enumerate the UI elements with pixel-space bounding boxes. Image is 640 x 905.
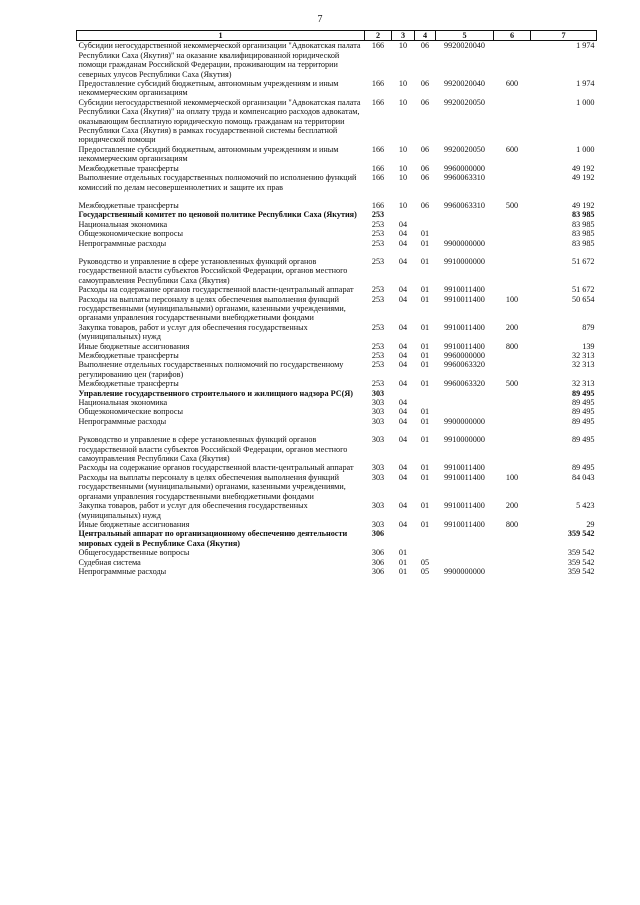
- row-target-article: 9910011400: [444, 285, 485, 295]
- table-row: [77, 351, 597, 360]
- row-admin-code: 306: [371, 529, 385, 539]
- row-subsection: 01: [420, 519, 430, 529]
- row-section: 04: [398, 219, 408, 229]
- row-section: 01: [398, 557, 408, 567]
- row-expense-type: [494, 229, 531, 238]
- row-section: 04: [398, 256, 408, 266]
- row-admin-code: 303: [371, 398, 385, 408]
- row-name: Национальная экономика: [78, 219, 168, 229]
- row-expense-type: 100: [505, 294, 519, 304]
- row-name: Предоставление субсидий бюджетным, автономным учреждениям и иным некоммерческим организациям: [78, 79, 339, 98]
- row-admin-code: 253: [371, 210, 385, 220]
- header-cell-section: 3: [392, 31, 415, 41]
- row-amount: 89 495: [571, 463, 595, 473]
- row-amount: 29: [586, 519, 595, 529]
- row-target-article: 9910000000: [444, 435, 485, 445]
- row-admin-code: 303: [371, 435, 385, 445]
- row-section: 10: [398, 200, 408, 210]
- header-cell-expense-type: 6: [494, 31, 531, 41]
- row-section: 10: [398, 144, 408, 154]
- row-admin-code: 253: [371, 285, 385, 295]
- row-expense-type: 500: [505, 200, 519, 210]
- row-expense-type: [494, 41, 531, 79]
- row-amount: 51 672: [571, 256, 595, 266]
- row-amount: 879: [582, 322, 595, 332]
- row-section: 04: [398, 351, 408, 360]
- table-row: [77, 389, 597, 398]
- row-target-article: 9960000000: [444, 351, 485, 360]
- row-amount: 89 495: [571, 388, 595, 398]
- row-expense-type: 200: [505, 322, 519, 332]
- row-amount: 89 495: [571, 435, 595, 445]
- row-amount: 50 654: [571, 294, 595, 304]
- row-subsection: 01: [420, 256, 430, 266]
- row-name: Расходы на содержание органов государственной власти-центральный аппарат: [78, 285, 354, 295]
- row-admin-code: 253: [371, 256, 385, 266]
- row-amount: 49 192: [571, 163, 595, 173]
- row-name: Выполнение отдельных государственных полномочий по исполнению функций комиссий по делам несовершеннолетних и защите их прав: [78, 173, 357, 192]
- row-expense-type: [494, 529, 531, 548]
- table-row: [77, 210, 597, 219]
- row-expense-type: 600: [505, 79, 519, 89]
- row-section: 04: [398, 501, 408, 511]
- row-subsection: 06: [420, 79, 430, 89]
- row-amount: 359 542: [567, 566, 595, 576]
- row-target-article: [436, 407, 494, 416]
- row-amount: 359 542: [567, 557, 595, 567]
- table-row: [77, 239, 597, 257]
- row-expense-type: [494, 558, 531, 567]
- row-expense-type: [494, 164, 531, 173]
- row-name: Межбюджетные трансферты: [78, 163, 179, 173]
- row-section: 04: [398, 416, 408, 426]
- row-subsection: 01: [420, 435, 430, 445]
- row-section: [392, 389, 415, 398]
- table-row: [77, 417, 597, 435]
- row-name: Непрограммные расходы: [78, 238, 167, 248]
- row-section: 01: [398, 548, 408, 558]
- row-subsection: 06: [420, 163, 430, 173]
- row-section: [392, 529, 415, 548]
- row-expense-type: [494, 351, 531, 360]
- table-row: [77, 463, 597, 472]
- row-name: Субсидии негосударственной некоммерческой организации "Адвокатская палата Республики Саха (Якутия)" на оплату труда и компенсацию расходов адвокатам, оказывающим бесплатную юридическую помощь гражданам на территории Республики Саха (Якутия) в рамках государственной системы бесплатной юридической помощи: [78, 97, 361, 145]
- row-expense-type: 600: [505, 144, 519, 154]
- header-cell-target: 5: [436, 31, 494, 41]
- row-subsection: 01: [420, 238, 430, 248]
- table-row: [77, 79, 597, 98]
- row-expense-type: [494, 173, 531, 201]
- table-row: [77, 41, 597, 79]
- row-name: Закупка товаров, работ и услуг для обеспечения государственных (муниципальных) нужд: [78, 322, 308, 342]
- row-name: Общегосударственные вопросы: [78, 548, 190, 558]
- row-target-article: 9910011400: [444, 322, 485, 332]
- row-section: 04: [398, 238, 408, 248]
- row-expense-type: [494, 463, 531, 472]
- row-name: Межбюджетные трансферты: [78, 351, 179, 360]
- row-subsection: 06: [420, 41, 430, 51]
- table-row: [77, 295, 597, 323]
- row-name: Предоставление субсидий бюджетным, автономным учреждениям и иным некоммерческим организациям: [78, 144, 339, 164]
- row-amount: 89 495: [571, 407, 595, 417]
- row-subsection: [415, 529, 436, 548]
- row-subsection: 01: [420, 294, 430, 304]
- row-target-article: [436, 220, 494, 229]
- row-target-article: 9920020050: [444, 97, 485, 107]
- row-amount: 139: [582, 341, 595, 351]
- table-row: [77, 220, 597, 229]
- row-subsection: [415, 548, 436, 557]
- row-name: Иные бюджетные ассигнования: [78, 519, 190, 529]
- table-row: [77, 407, 597, 416]
- row-name: Выполнение отдельных государственных полномочий по государственному регулированию цен (тарифов): [78, 360, 344, 379]
- row-section: 04: [398, 398, 408, 408]
- table-row: [77, 173, 597, 201]
- row-section: 04: [398, 285, 408, 295]
- row-target-article: 9910011400: [444, 501, 485, 511]
- row-target-article: [436, 558, 494, 567]
- table-row: [77, 520, 597, 529]
- row-admin-code: 303: [371, 463, 385, 473]
- row-expense-type: [494, 98, 531, 145]
- row-target-article: 9960063310: [444, 173, 485, 183]
- row-name: Непрограммные расходы: [78, 566, 167, 576]
- row-amount: 1 974: [576, 79, 595, 89]
- row-section: 10: [398, 97, 408, 107]
- row-name: Общеэкономические вопросы: [78, 229, 184, 239]
- row-subsection: 01: [420, 379, 430, 389]
- row-admin-code: 166: [371, 144, 385, 154]
- row-amount: 32 313: [571, 351, 595, 360]
- row-name: Межбюджетные трансферты: [78, 200, 179, 210]
- row-admin-code: 166: [371, 97, 385, 107]
- row-expense-type: [494, 210, 531, 219]
- row-name: Субсидии негосударственной некоммерческой организации "Адвокатская палата Республики Саха (Якутия)" на оказание квалифицированной юридической помощи гражданам Российской Федерации, проживающим на территории северных улусов Республики Саха (Якутия): [78, 41, 361, 79]
- header-cell-subsection: 4: [415, 31, 436, 41]
- row-expense-type: [494, 285, 531, 294]
- row-target-article: 9910011400: [444, 294, 485, 304]
- row-name: Иные бюджетные ассигнования: [78, 341, 190, 351]
- header-cell-admin: 2: [365, 31, 392, 41]
- row-subsection: 05: [420, 566, 430, 576]
- row-amount: 83 985: [571, 210, 595, 220]
- table-row: [77, 558, 597, 567]
- row-target-article: [436, 229, 494, 238]
- row-expense-type: [494, 417, 531, 435]
- row-amount: 83 985: [571, 229, 595, 239]
- row-subsection: [415, 210, 436, 219]
- table-row: [77, 164, 597, 173]
- row-admin-code: 166: [371, 163, 385, 173]
- row-target-article: 9900000000: [444, 566, 485, 576]
- row-name: Расходы на выплаты персоналу в целях обеспечения выполнения функций государственными (муниципальными) органами, казенными учреждениями, органами управления государственными внебюджетными фондами: [78, 472, 346, 501]
- row-section: 04: [398, 472, 408, 482]
- row-section: 04: [398, 407, 408, 417]
- table-row: [77, 229, 597, 238]
- row-expense-type: [494, 567, 531, 576]
- row-admin-code: 166: [371, 173, 385, 183]
- row-name: Судебная система: [78, 557, 141, 567]
- row-admin-code: 303: [371, 407, 385, 417]
- row-amount: 89 495: [571, 398, 595, 408]
- row-subsection: [415, 398, 436, 407]
- row-name: Национальная экономика: [78, 398, 168, 408]
- row-amount: 1 000: [576, 144, 595, 154]
- row-admin-code: 303: [371, 388, 385, 398]
- header-row: [77, 31, 597, 41]
- table-row: [77, 501, 597, 520]
- row-expense-type: [494, 360, 531, 379]
- row-target-article: 9960063320: [444, 360, 485, 370]
- row-subsection: [415, 220, 436, 229]
- row-section: 04: [398, 294, 408, 304]
- row-subsection: 01: [420, 322, 430, 332]
- table-row: [77, 98, 597, 145]
- table-row: [77, 342, 597, 351]
- row-amount: 359 542: [567, 548, 595, 558]
- row-expense-type: 800: [505, 341, 519, 351]
- row-section: 04: [398, 463, 408, 473]
- row-subsection: [415, 389, 436, 398]
- header-cell-amount: 7: [531, 31, 597, 41]
- table-row: [77, 145, 597, 164]
- row-section: 01: [398, 566, 408, 576]
- row-target-article: 9910011400: [444, 341, 485, 351]
- table-row: [77, 398, 597, 407]
- row-section: 10: [398, 163, 408, 173]
- row-target-article: [436, 398, 494, 407]
- row-admin-code: 253: [371, 379, 385, 389]
- row-subsection: 01: [420, 407, 430, 417]
- row-amount: 49 192: [571, 173, 595, 183]
- table-row: [77, 567, 597, 576]
- row-admin-code: 253: [371, 294, 385, 304]
- row-subsection: 01: [420, 501, 430, 511]
- row-expense-type: [494, 389, 531, 398]
- row-subsection: 01: [420, 229, 430, 239]
- row-amount: 5 423: [576, 501, 595, 511]
- row-name: Общеэкономические вопросы: [78, 407, 184, 417]
- row-section: 04: [398, 229, 408, 239]
- table-row: [77, 360, 597, 379]
- row-name: Центральный аппарат по организационному обеспечению деятельности мировых судей в Республике Саха (Якутия): [78, 529, 348, 548]
- row-amount: 84 043: [571, 472, 595, 482]
- row-subsection: 06: [420, 97, 430, 107]
- row-section: 04: [398, 435, 408, 445]
- row-admin-code: 253: [371, 229, 385, 239]
- row-amount: 83 985: [571, 219, 595, 229]
- row-amount: 359 542: [567, 529, 595, 539]
- row-amount: 51 672: [571, 285, 595, 295]
- row-amount: 83 985: [571, 238, 595, 248]
- row-admin-code: 166: [371, 79, 385, 89]
- row-admin-code: 303: [371, 472, 385, 482]
- table-row: [77, 285, 597, 294]
- row-target-article: 9910011400: [444, 472, 485, 482]
- row-target-article: 9910000000: [444, 256, 485, 266]
- table-row: [77, 379, 597, 388]
- row-name: Руководство и управление в сфере установленных функций органов государственной власти субъектов Российской Федерации, органов местного самоуправления Республики Саха (Якутия): [78, 435, 348, 464]
- row-admin-code: 166: [371, 41, 385, 51]
- row-target-article: [436, 529, 494, 548]
- row-admin-code: 303: [371, 519, 385, 529]
- row-subsection: 01: [420, 285, 430, 295]
- row-name: Межбюджетные трансферты: [78, 379, 179, 389]
- table-row: [77, 473, 597, 501]
- row-expense-type: [494, 239, 531, 257]
- row-section: 04: [398, 341, 408, 351]
- row-name: Расходы на содержание органов государственной власти-центральный аппарат: [78, 463, 354, 473]
- table-row: [77, 529, 597, 548]
- row-expense-type: 100: [505, 472, 519, 482]
- budget-table: [76, 30, 597, 576]
- header-cell-name: 1: [77, 31, 365, 41]
- row-section: 04: [398, 379, 408, 389]
- row-section: 10: [398, 173, 408, 183]
- page-number: 7: [317, 14, 323, 25]
- table-body: [77, 41, 597, 576]
- row-section: 04: [398, 360, 408, 370]
- row-target-article: [436, 548, 494, 557]
- row-subsection: 06: [420, 200, 430, 210]
- row-expense-type: 200: [505, 501, 519, 511]
- row-amount: 1 000: [576, 97, 595, 107]
- row-name: Расходы на выплаты персоналу в целях обеспечения выполнения функций государственными (муниципальными) органами, казенными учреждениями, органами управления государственными внебюджетными фондами: [78, 294, 346, 323]
- row-admin-code: 253: [371, 219, 385, 229]
- row-subsection: 01: [420, 472, 430, 482]
- row-name: Государственный комитет по ценовой политике Республики Саха (Якутия): [78, 210, 357, 220]
- table-row: [77, 323, 597, 342]
- row-expense-type: 500: [505, 379, 519, 389]
- row-target-article: 9910011400: [444, 519, 485, 529]
- row-amount: 89 495: [571, 416, 595, 426]
- row-expense-type: [494, 548, 531, 557]
- row-target-article: 9960000000: [444, 163, 485, 173]
- row-expense-type: [494, 220, 531, 229]
- row-expense-type: [494, 407, 531, 416]
- row-subsection: 06: [420, 173, 430, 183]
- row-admin-code: 253: [371, 341, 385, 351]
- row-amount: 32 313: [571, 360, 595, 370]
- row-section: 04: [398, 519, 408, 529]
- row-expense-type: 800: [505, 519, 519, 529]
- row-amount: 49 192: [571, 200, 595, 210]
- row-target-article: 9910011400: [444, 463, 485, 473]
- row-name: Руководство и управление в сфере установленных функций органов государственной власти субъектов Российской Федерации, органов местного самоуправления Республики Саха (Якутия): [78, 256, 348, 285]
- row-subsection: 01: [420, 463, 430, 473]
- row-target-article: 9920020040: [444, 41, 485, 51]
- row-target-article: 9920020040: [444, 79, 485, 89]
- row-name: Управление государственного строительного и жилищного надзора РС(Я): [78, 388, 353, 398]
- row-admin-code: 303: [371, 501, 385, 511]
- table-row: [77, 201, 597, 210]
- row-section: [392, 210, 415, 219]
- row-subsection: 01: [420, 416, 430, 426]
- row-admin-code: 306: [371, 548, 385, 558]
- row-amount: 1 974: [576, 41, 595, 51]
- row-section: 04: [398, 322, 408, 332]
- row-target-article: [436, 210, 494, 219]
- row-expense-type: [494, 257, 531, 285]
- row-expense-type: [494, 398, 531, 407]
- row-target-article: 9900000000: [444, 238, 485, 248]
- table-row: [77, 435, 597, 463]
- row-admin-code: 253: [371, 351, 385, 360]
- row-admin-code: 306: [371, 557, 385, 567]
- row-name: Закупка товаров, работ и услуг для обеспечения государственных (муниципальных) нужд: [78, 501, 308, 520]
- row-expense-type: [494, 435, 531, 463]
- row-target-article: 9960063320: [444, 379, 485, 389]
- row-admin-code: 253: [371, 360, 385, 370]
- row-section: 10: [398, 41, 408, 51]
- row-admin-code: 253: [371, 238, 385, 248]
- row-admin-code: 303: [371, 416, 385, 426]
- table-row: [77, 548, 597, 557]
- row-admin-code: 306: [371, 566, 385, 576]
- row-target-article: 9900000000: [444, 416, 485, 426]
- row-admin-code: 166: [371, 200, 385, 210]
- row-target-article: 9960063310: [444, 200, 485, 210]
- row-subsection: 05: [420, 557, 430, 567]
- table-row: [77, 257, 597, 285]
- row-name: Непрограммные расходы: [78, 416, 167, 426]
- row-subsection: 01: [420, 351, 430, 360]
- row-subsection: 01: [420, 341, 430, 351]
- row-section: 10: [398, 79, 408, 89]
- row-subsection: 06: [420, 144, 430, 154]
- row-target-article: [436, 389, 494, 398]
- row-target-article: 9920020050: [444, 144, 485, 154]
- row-amount: 32 313: [571, 379, 595, 389]
- row-admin-code: 253: [371, 322, 385, 332]
- row-subsection: 01: [420, 360, 430, 370]
